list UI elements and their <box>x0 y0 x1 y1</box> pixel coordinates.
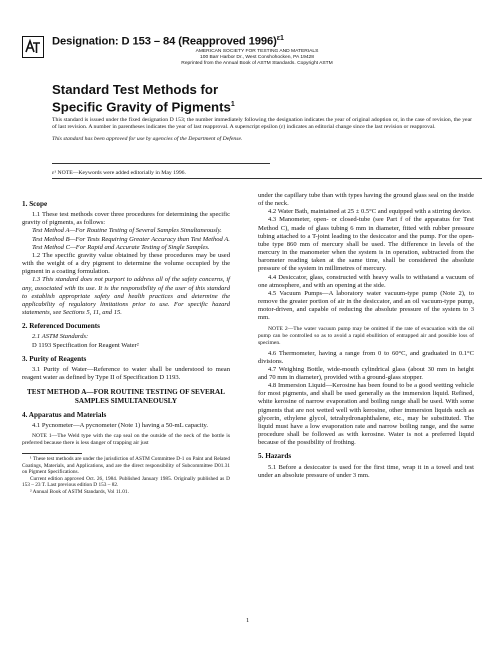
paragraph: 4.8 Immersion Liquid—Kerosine has been found to be a good wetting vehicle for most pigments, and shall be used generally as the immersion liquid. Refined, white kerosine of narrow evaporation and boiling range shall be used. With some pigments that are not wetted well with kerosine, other immersion liquids such as glycerin, ethylene glycol, tetrahydronaphthalene, etc., may be substituted. The liquid must have a low evaporation rate and narrow boiling range, and the same procedure shall be followed as with kerosine. Water is not a preferred liquid because of the possibility of frothing. <box>258 382 474 447</box>
paragraph: 4.7 Weighing Bottle, wide-mouth cylindrical glass (about 30 mm in height and 70 mm in diameter), provided with a ground-glass stopper. <box>258 365 474 381</box>
intro-paragraph: This standard is issued under the fixed designation D 153; the number immediately following the designation indicates the year of original adoption or, in the case of revision, the year of last revision. A number in parentheses indicates the year of last reapproval. A superscript epsilon (ε) indicates an editorial change since the last revision or reapproval. <box>52 117 472 131</box>
section-heading: 4. Apparatus and Materials <box>22 411 107 420</box>
test-method-heading: TEST METHOD A—FOR ROUTINE TESTING OF SEVERAL SAMPLES SIMULTANEOUSLY <box>27 388 225 406</box>
note: NOTE 1—The Weld type with the cap seal on the outside of the neck of the bottle is preferred because there is less danger of trapping air just <box>22 433 230 447</box>
publisher-line: AMERICAN SOCIETY FOR TESTING AND MATERIALS <box>195 49 319 54</box>
footnote: ¹ These test methods are under the jurisdiction of ASTM Committee D-1 on Paint and Related Coatings, Materials, and Applications, and are the direct responsibility of Subcommittee D01.31 on Pigment Specifications. <box>22 455 230 476</box>
section-heading: 1. Scope <box>22 200 48 208</box>
reference-item: D 1193 Specification for Reagent Water² <box>32 341 139 349</box>
dod-approval-note: This standard has been approved for use by agencies of the Department of Defense. <box>52 135 243 142</box>
title-footnote-mark: 1 <box>230 101 235 108</box>
footnote: ² Annual Book of ASTM Standards, Vol 11.01. <box>30 488 129 495</box>
paragraph: 4.4 Desiccator, glass, constructed with heavy walls to withstand a vacuum of one atmosphere, and with an opening at the side. <box>258 273 474 289</box>
divider <box>52 163 270 164</box>
standard-intro <box>52 117 472 147</box>
epsilon-note: ε¹ NOTE—Keywords were added editorially in May 1996. <box>52 170 186 176</box>
method-item: Test Method C—For Rapid and Accurate Testing of Single Samples. <box>32 243 210 251</box>
right-column <box>258 192 474 480</box>
safety-paragraph: 1.3 This standard does not purport to address all of the safety concerns, if any, associated with its use. It is the responsibility of the user of this standard to establish appropriate safety and health practices and determine the applicability of regulatory limitations prior to use. For specific hazard statements, see Sections 5, 11, and 15. <box>22 276 230 317</box>
footnote: Current edition approved Oct. 26, 1984. Published January 1985. Originally published as D 153 – 23 T. Last previous edition D 153 – 82. <box>22 475 230 489</box>
document-title <box>52 82 235 114</box>
astm-logo-icon <box>22 36 44 58</box>
title-line-2: Specific Gravity of Pigments$^1$ <box>52 99 235 115</box>
page-number: 1 <box>246 617 250 624</box>
paragraph: 2.1 ASTM Standards: <box>32 333 89 341</box>
footnote-divider <box>22 453 82 454</box>
paragraph: 4.3 Manometer, open- or closed-tube (see Part f of the apparatus for Test Method C), made of glass tubing 6 mm in diameter, fitted with rubber pressure tubing attached to a T-joint leading to the desiccator and the pump. For the open-tube type 860 mm of mercury shall be used. The difference in levels of the mercury in the manometer when the system is in operation, subtracted from the barometer reading taken at the same time, shall be considered the absolute pressure of the system in millimetres of mercury. <box>258 216 474 273</box>
paragraph: 4.6 Thermometer, having a range from 0 to 60°C, and graduated in 0.1°C divisions. <box>258 349 474 365</box>
paragraph: under the capillary tube than with types having the ground glass seal on the inside of the neck. <box>258 192 474 208</box>
paragraph: 1.1 These test methods cover three procedures for determining the specific gravity of pigments, as follows: <box>22 211 230 227</box>
publisher-line: 100 Barr Harbor Dr., West Conshohocken, PA 19428 <box>200 55 314 61</box>
title-line-1: Standard Test Methods for <box>52 82 219 97</box>
divider <box>52 178 482 179</box>
paragraph: 4.1 Pycnometer—A pycnometer (Note 1) having a 50-mL capacity. <box>32 422 209 430</box>
paragraph: 5.1 Before a desiccator is used for the first time, wrap it in a towel and test under an absolute pressure of under 3 mm. <box>258 463 474 479</box>
designation-superscript: ε1 <box>276 35 284 42</box>
method-item: Test Method B—For Tests Requiring Greater Accuracy than Test Method A. <box>32 235 230 243</box>
paragraph: 4.2 Water Bath, maintained at 25 ± 0.5°C and equipped with a stirring device. <box>268 208 472 216</box>
section-heading: 3. Purity of Reagents <box>22 354 87 363</box>
paragraph: 1.2 The specific gravity value obtained by these procedures may be used with the weight of a dry pigment to determine the volume occupied by the pigment in a coating formulation. <box>22 251 230 276</box>
publisher-line: Reprinted from the Annual Book of ASTM Standards. Copyright ASTM <box>181 61 333 67</box>
section-heading: 5. Hazards <box>258 452 292 461</box>
method-item: Test Method A—For Routine Testing of Several Samples Simultaneously. <box>32 227 222 235</box>
section-heading: 2. Referenced Documents <box>22 322 100 331</box>
paragraph: 4.5 Vacuum Pumps—A laboratory water vacuum-type pump (Note 2), to remove the greater portion of air in the desiccator, and an oil vacuum-type pump, motor-driven, and capable of reducing the absolute pressure of the system to 3 mm. <box>258 289 474 322</box>
note: NOTE 2—The water vacuum pump may be omitted if the rate of evacuation with the oil pump can be controlled so as to avoid a rapid ebullition of entrapped air and possible loss of specimen. <box>258 325 474 346</box>
paragraph: 3.1 Purity of Water—Reference to water shall be understood to mean reagent water as defined by Type II of Specification D 1193. <box>22 365 230 381</box>
left-column <box>22 195 230 496</box>
publisher-info <box>112 49 402 68</box>
designation: Designation: D 153 – 84 (Reapproved 1996)$^{\varepsilon 1}$ <box>52 35 284 48</box>
